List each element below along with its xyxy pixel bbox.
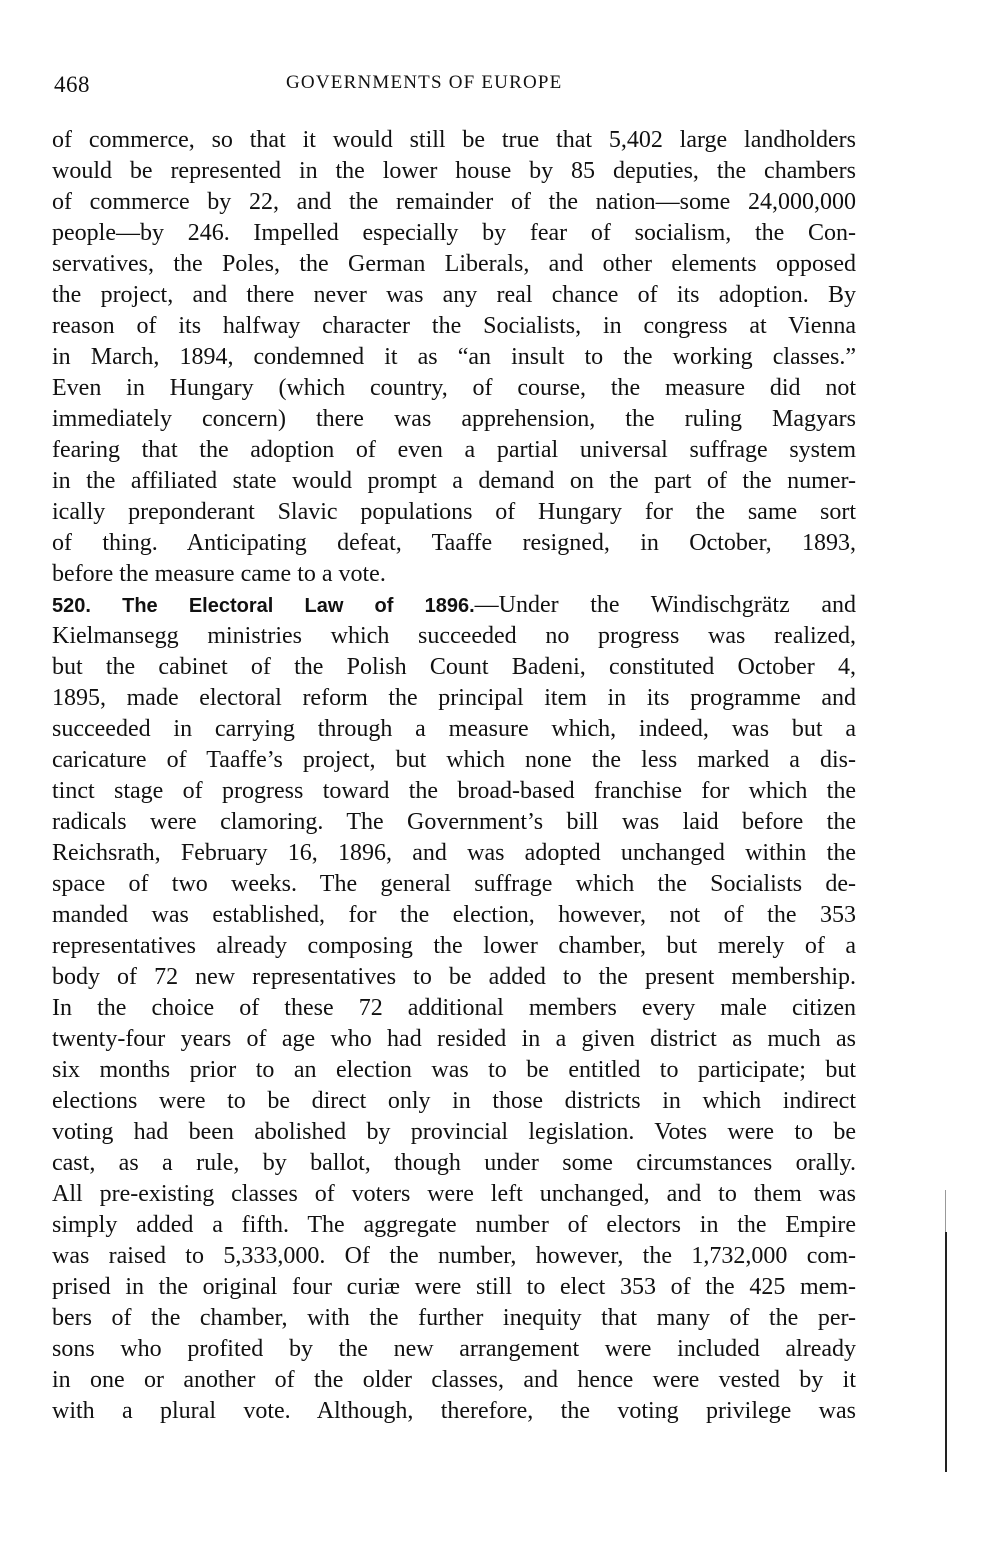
text-line: but the cabinet of the Polish Count Badeni, constituted October 4, (52, 654, 856, 680)
text-line: representatives already composing the lower chamber, but merely of a (52, 933, 856, 959)
margin-mark-faint (945, 1190, 946, 1234)
body-text (52, 125, 856, 1427)
text-line: elections were to be direct only in those districts in which indirect (52, 1088, 856, 1114)
text-line: radicals were clamoring. The Government’s bill was laid before the (52, 809, 856, 835)
text-line: in the affiliated state would prompt a demand on the part of the numer- (52, 468, 856, 494)
page-header (54, 72, 856, 102)
running-head: GOVERNMENTS OF EUROPE (286, 72, 563, 93)
text-line: succeeded in carrying through a measure which, indeed, was but a (52, 716, 856, 742)
text-line: six months prior to an election was to be entitled to participate; but (52, 1057, 856, 1083)
text-line: would be represented in the lower house by 85 deputies, the chambers (52, 158, 856, 184)
text-line: in one or another of the older classes, and hence were vested by it (52, 1367, 856, 1393)
text-line: reason of its halfway character the Socialists, in congress at Vienna (52, 313, 856, 339)
text-line: space of two weeks. The general suffrage which the Socialists de- (52, 871, 856, 897)
section-first-line-text: —Under the Windischgrätz and (474, 592, 857, 618)
text-line: ically preponderant Slavic populations of Hungary for the same sort (52, 499, 856, 525)
text-line: of commerce, so that it would still be true that 5,402 large landholders (52, 127, 856, 153)
page-number: 468 (54, 72, 90, 97)
text-line: of commerce by 22, and the remainder of the nation—some 24,000,000 (52, 189, 856, 215)
text-line: bers of the chamber, with the further inequity that many of the per- (52, 1305, 856, 1331)
text-line: servatives, the Poles, the German Liberals, and other elements opposed (52, 251, 856, 277)
text-line: Reichsrath, February 16, 1896, and was adopted unchanged within the (52, 840, 856, 866)
text-line: Even in Hungary (which country, of course, the measure did not (52, 375, 856, 401)
text-line: twenty-four years of age who had resided in a given district as much as (52, 1026, 856, 1052)
text-line: sons who profited by the new arrangement were included already (52, 1336, 856, 1362)
text-line: voting had been abolished by provincial legislation. Votes were to be (52, 1119, 856, 1145)
section-first-line (52, 590, 856, 621)
text-line: cast, as a rule, by ballot, though under some circumstances orally. (52, 1150, 856, 1176)
text-line: in March, 1894, condemned it as “an insult to the working classes.” (52, 344, 856, 370)
text-line: fearing that the adoption of even a partial universal suffrage system (52, 437, 856, 463)
text-line: simply added a fifth. The aggregate number of electors in the Empire (52, 1212, 856, 1238)
text-line: was raised to 5,333,000. Of the number, however, the 1,732,000 com- (52, 1243, 856, 1269)
section-520 (52, 590, 856, 1427)
text-line: of thing. Anticipating defeat, Taaffe resigned, in October, 1893, (52, 530, 856, 556)
text-line: tinct stage of progress toward the broad-based franchise for which the (52, 778, 856, 804)
text-line: people—by 246. Impelled especially by fear of socialism, the Con- (52, 220, 856, 246)
text-line: caricature of Taaffe’s project, but which none the less marked a dis- (52, 747, 856, 773)
text-line: the project, and there never was any real chance of its adoption. By (52, 282, 856, 308)
margin-mark (945, 1232, 947, 1472)
text-line: immediately concern) there was apprehension, the ruling Magyars (52, 406, 856, 432)
text-line: with a plural vote. Although, therefore, the voting privilege was (52, 1398, 856, 1424)
text-line: In the choice of these 72 additional members every male citizen (52, 995, 856, 1021)
text-line: 1895, made electoral reform the principal item in its programme and (52, 685, 856, 711)
text-line: before the measure came to a vote. (52, 561, 386, 587)
text-line: Kielmansegg ministries which succeeded no progress was realized, (52, 623, 856, 649)
text-line: prised in the original four curiæ were still to elect 353 of the 425 mem- (52, 1274, 856, 1300)
paragraph-1 (52, 125, 856, 590)
text-line: body of 72 new representatives to be added to the present membership. (52, 964, 856, 990)
text-line: All pre-existing classes of voters were left unchanged, and to them was (52, 1181, 856, 1207)
section-heading: 520. The Electoral Law of 1896. (52, 595, 475, 617)
text-line: manded was established, for the election, however, not of the 353 (52, 902, 856, 928)
